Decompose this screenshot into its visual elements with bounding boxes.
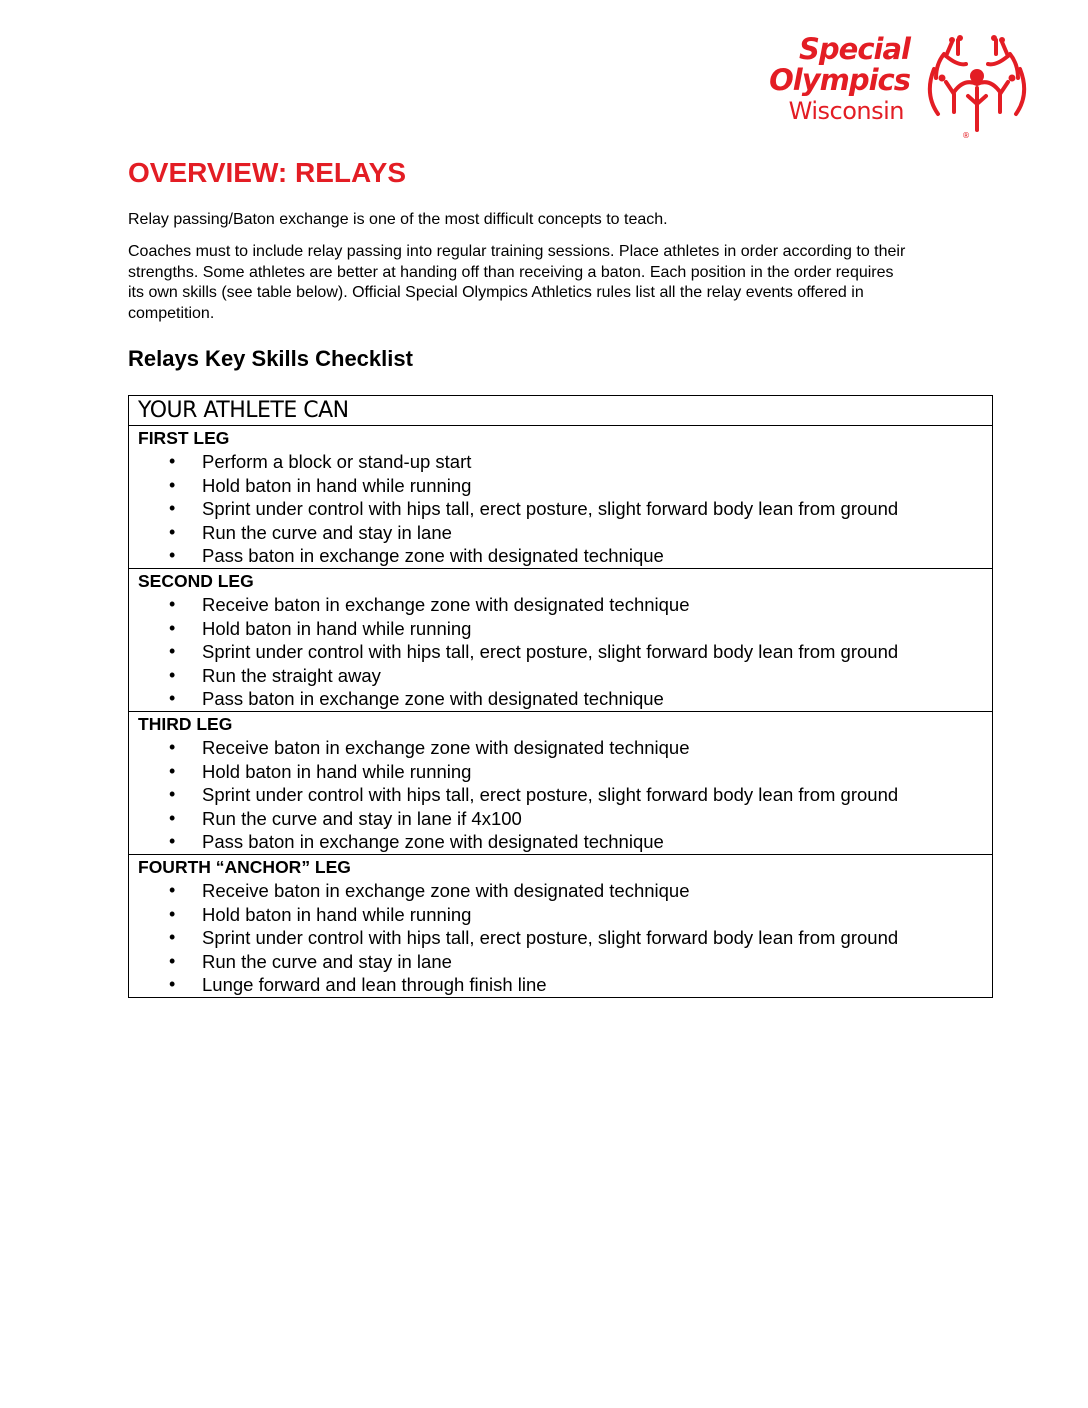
leg-cell <box>129 711 993 854</box>
list-item <box>138 593 992 617</box>
bullet-icon: • <box>169 879 176 900</box>
leg-title: FIRST LEG <box>138 428 230 448</box>
registered-mark: ® <box>962 131 970 140</box>
skill-text: Receive baton in exchange zone with designated technique <box>202 879 690 901</box>
leg-row-second <box>129 568 993 711</box>
list-item <box>138 903 992 927</box>
logo-text-wisconsin: Wisconsin <box>788 97 904 125</box>
skill-text: Run the curve and stay in lane <box>202 950 452 972</box>
list-item <box>138 807 992 831</box>
leg-row-fourth <box>129 854 993 997</box>
list-item <box>138 950 992 974</box>
bullet-icon: • <box>169 950 176 971</box>
list-item <box>138 664 992 688</box>
bullet-icon: • <box>169 545 176 566</box>
bullet-icon: • <box>169 593 176 614</box>
skill-text: Run the curve and stay in lane <box>202 521 452 543</box>
skill-text: Sprint under control with hips tall, erect posture, slight forward body lean from ground <box>202 784 899 806</box>
page-title: OVERVIEW: RELAYS <box>128 157 407 188</box>
skill-text: Hold baton in hand while running <box>202 903 472 925</box>
bullet-icon: • <box>169 474 176 495</box>
skill-text: Perform a block or stand-up start <box>202 451 472 472</box>
list-item <box>138 783 992 807</box>
table-header-row <box>129 396 993 426</box>
skill-list <box>138 879 992 997</box>
bullet-icon: • <box>169 617 176 638</box>
skill-text: Pass baton in exchange zone with designated technique <box>202 688 664 710</box>
skill-text: Run the straight away <box>202 664 381 686</box>
list-item <box>138 617 992 641</box>
skill-text: Sprint under control with hips tall, erect posture, slight forward body lean from ground <box>202 927 899 949</box>
leg-row-first <box>129 426 993 569</box>
bullet-icon: • <box>169 736 176 757</box>
list-item <box>138 544 992 568</box>
list-item <box>138 879 992 903</box>
list-item <box>138 521 992 545</box>
logo-text-special: Special <box>799 32 910 66</box>
list-item <box>138 973 992 997</box>
skill-list <box>138 450 992 568</box>
bullet-icon: • <box>169 903 176 924</box>
leg-title: FOURTH “ANCHOR” LEG <box>138 856 351 877</box>
list-item <box>138 830 992 854</box>
skill-text: Hold baton in hand while running <box>202 474 472 496</box>
special-olympics-wisconsin-logo <box>738 34 1038 142</box>
leg-cell <box>129 568 993 711</box>
logo-text-olympics: Olympics <box>769 63 910 97</box>
skill-text: Receive baton in exchange zone with designated technique <box>202 593 690 615</box>
skill-text: Lunge forward and lean through finish line <box>202 974 547 996</box>
skill-list <box>138 736 992 854</box>
skill-text: Receive baton in exchange zone with designated technique <box>202 736 690 758</box>
list-item <box>138 474 992 498</box>
bullet-icon: • <box>169 664 176 685</box>
bullet-icon: • <box>169 641 176 662</box>
skill-text: Hold baton in hand while running <box>202 760 472 782</box>
body-paragraph: Coaches must to include relay passing into regular training sessions. Place athletes in order according to their strengths. Some athletes are better at handing off than receiving a baton. Each position in the order requires its own skills (see table below). Official Special Olympics Athletics rules list all the relay events offered in competition. <box>128 243 906 322</box>
bullet-icon: • <box>169 498 176 519</box>
list-item <box>138 497 992 521</box>
skills-checklist-table <box>128 395 993 998</box>
skill-text: Sprint under control with hips tall, erect posture, slight forward body lean from ground <box>202 498 899 520</box>
list-item <box>138 687 992 711</box>
skill-text: Hold baton in hand while running <box>202 617 472 639</box>
bullet-icon: • <box>169 451 176 471</box>
special-olympics-emblem-icon <box>924 34 1030 140</box>
bullet-icon: • <box>169 521 176 542</box>
bullet-icon: • <box>169 974 176 995</box>
leg-title: THIRD LEG <box>138 713 233 734</box>
leg-title: SECOND LEG <box>138 570 254 591</box>
logo-wordmark <box>738 34 910 126</box>
bullet-icon: • <box>169 784 176 805</box>
leg-cell <box>129 426 993 569</box>
list-item <box>138 760 992 784</box>
leg-row-third <box>129 711 993 854</box>
bullet-icon: • <box>169 688 176 709</box>
list-item <box>138 450 992 474</box>
bullet-icon: • <box>169 927 176 948</box>
bullet-icon: • <box>169 831 176 852</box>
bullet-icon: • <box>169 807 176 828</box>
skill-list <box>138 593 992 711</box>
list-item <box>138 926 992 950</box>
intro-text: Relay passing/Baton exchange is one of the most difficult concepts to teach. <box>128 211 668 228</box>
table-header: YOUR ATHLETE CAN <box>129 396 993 426</box>
bullet-icon: • <box>169 760 176 781</box>
section-title: Relays Key Skills Checklist <box>128 346 413 371</box>
list-item <box>138 640 992 664</box>
list-item <box>138 736 992 760</box>
leg-cell <box>129 854 993 997</box>
skill-text: Run the curve and stay in lane if 4x100 <box>202 807 522 829</box>
skill-text: Pass baton in exchange zone with designated technique <box>202 545 664 567</box>
skill-text: Pass baton in exchange zone with designated technique <box>202 831 664 853</box>
skill-text: Sprint under control with hips tall, erect posture, slight forward body lean from ground <box>202 641 899 663</box>
